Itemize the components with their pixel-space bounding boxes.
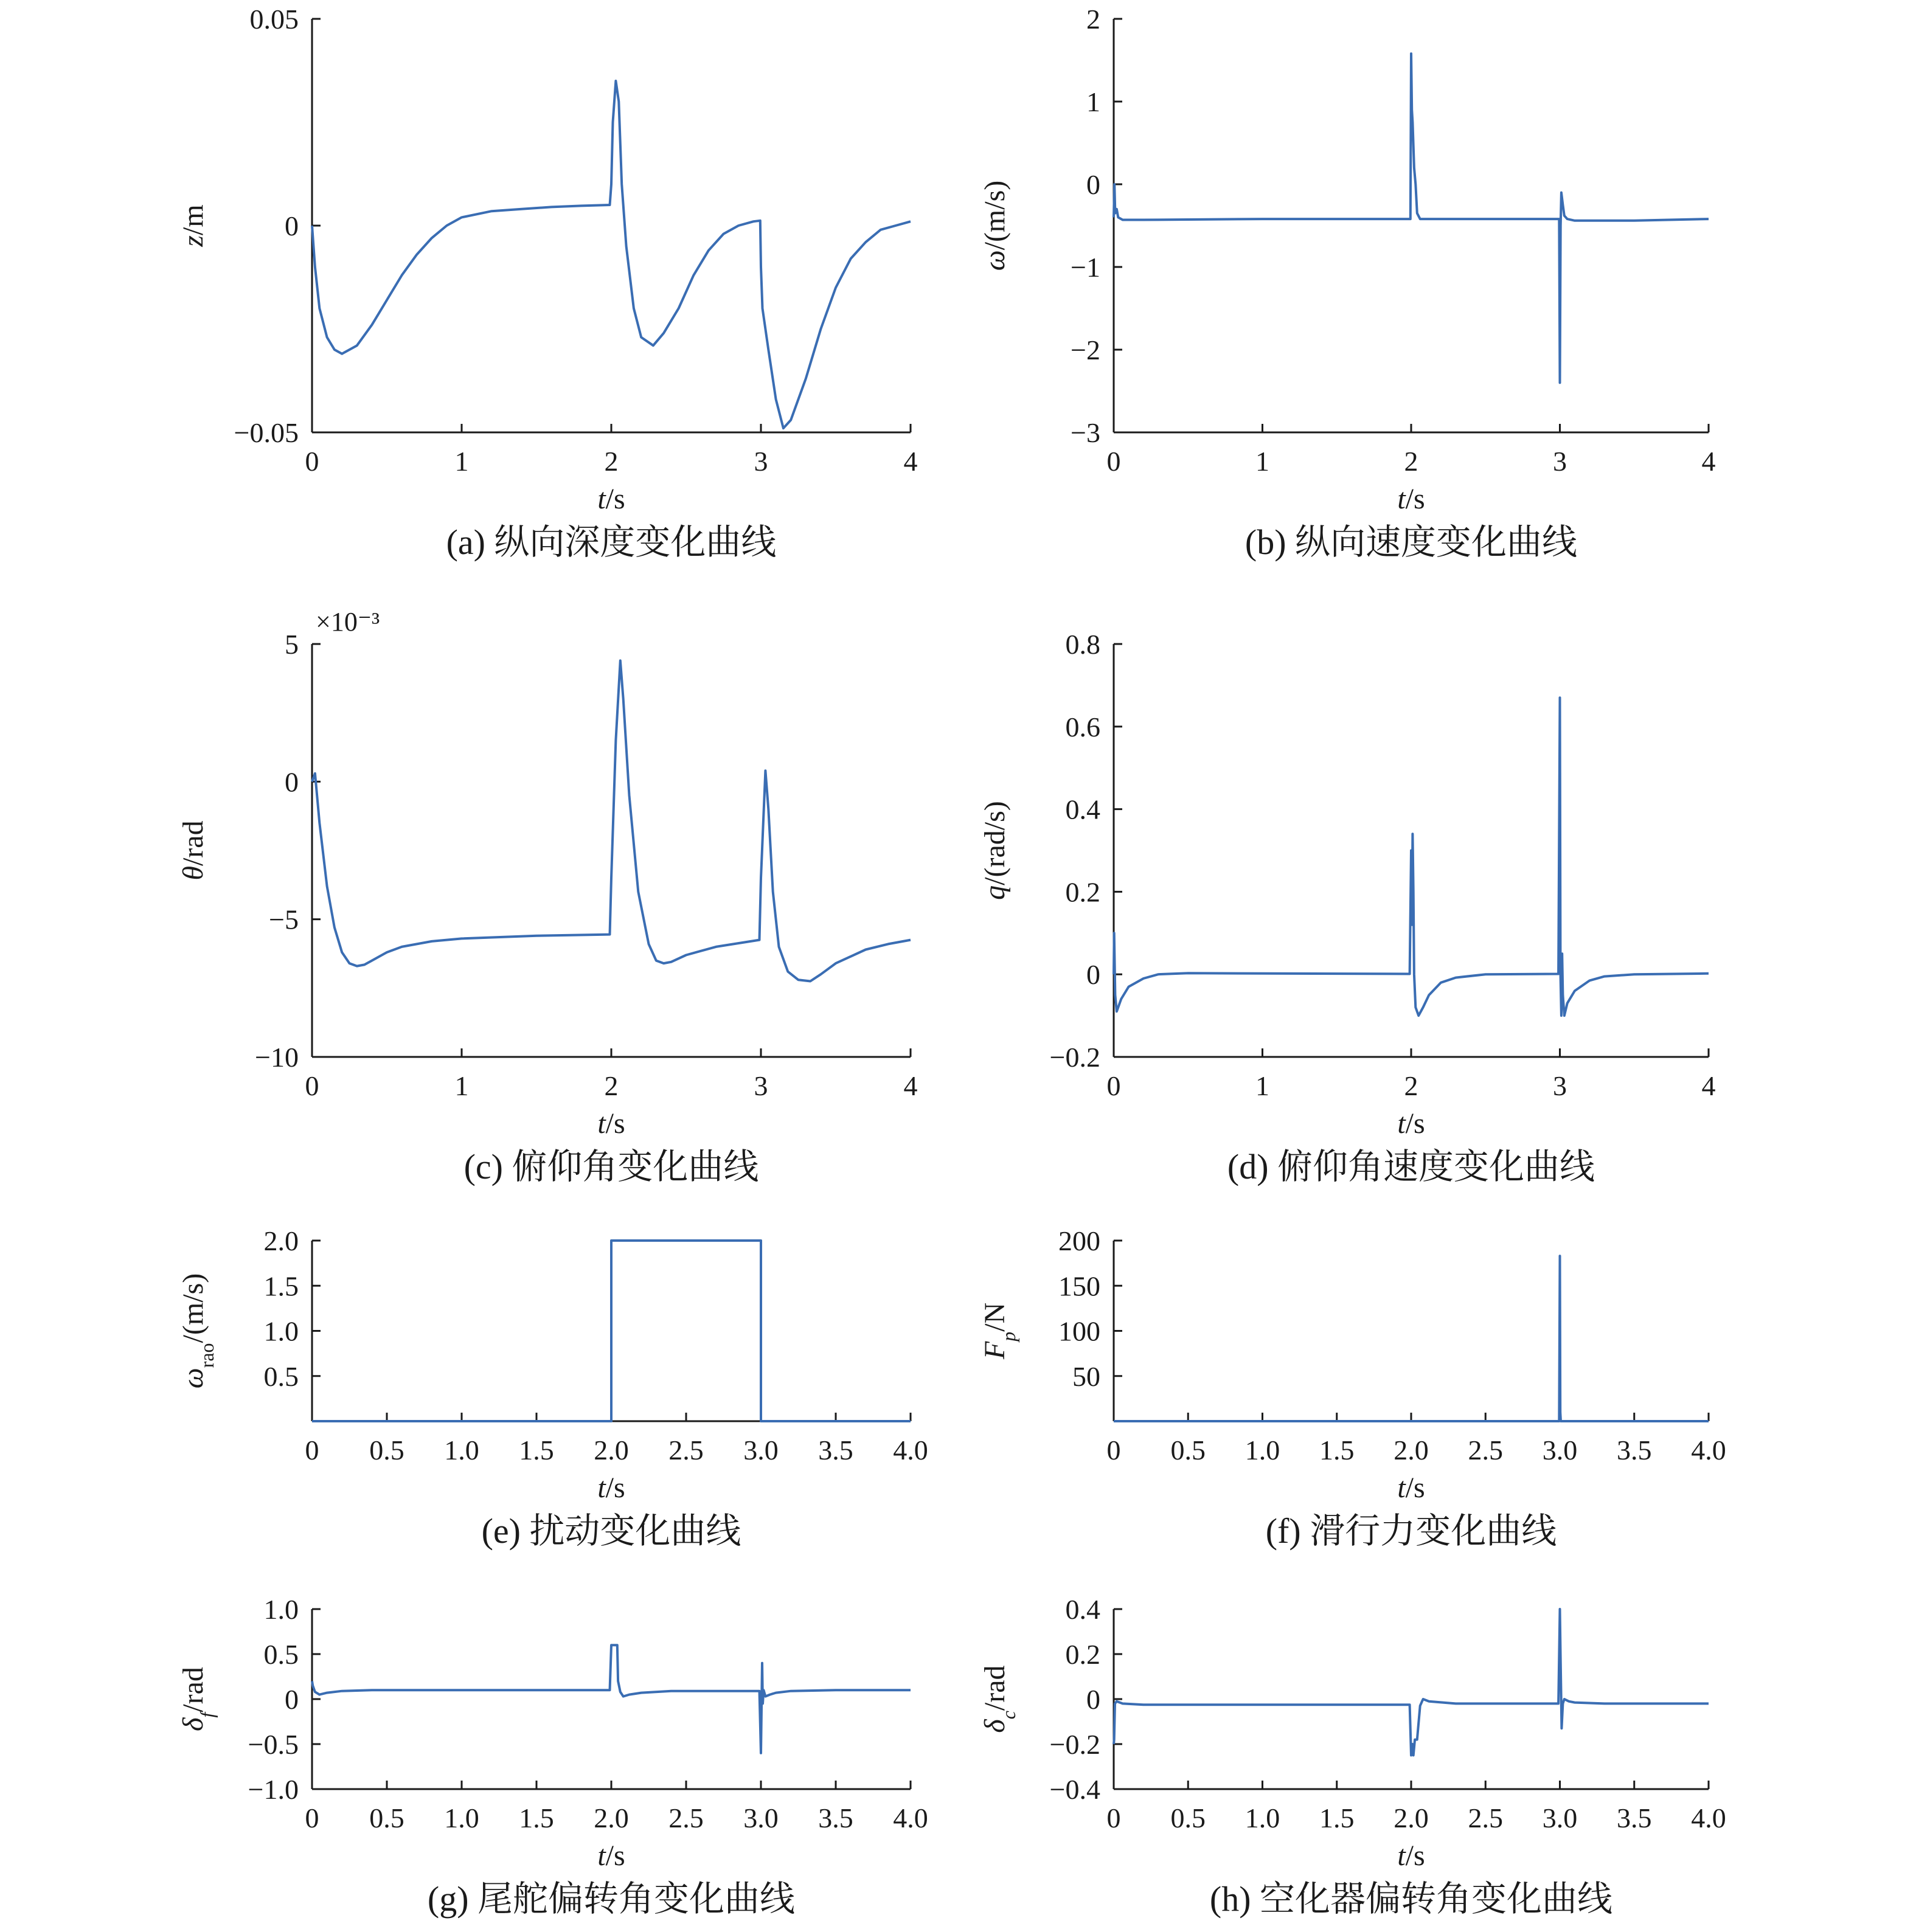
x-tick-label: 3	[1553, 1070, 1567, 1101]
x-tick-label: 4.0	[1691, 1802, 1726, 1833]
y-tick-label: 0.4	[1065, 1594, 1100, 1625]
y-tick-label: 0.5	[263, 1639, 299, 1670]
series-line	[312, 660, 911, 981]
series-line	[1114, 1256, 1709, 1421]
x-axis-label: t/s	[1397, 483, 1425, 515]
y-tick-label: −0.2	[1049, 1729, 1100, 1760]
y-tick-label: 1.0	[263, 1315, 299, 1347]
x-tick-label: 4	[1701, 1070, 1716, 1101]
y-tick-label: −1	[1071, 252, 1100, 283]
x-tick-label: 1.0	[444, 1435, 479, 1466]
y-tick-label: 1.5	[263, 1270, 299, 1302]
x-tick-label: 0.5	[369, 1802, 404, 1833]
x-tick-label: 1.5	[1319, 1802, 1355, 1833]
x-tick-label: 2.0	[594, 1435, 629, 1466]
y-tick-label: 0.8	[1065, 629, 1100, 660]
y-tick-label: 5	[285, 629, 299, 660]
panel-caption: (c) 俯仰角变化曲线	[463, 1147, 759, 1186]
y-tick-label: 0.5	[263, 1360, 299, 1392]
x-tick-label: 0	[1106, 1435, 1121, 1466]
y-tick-label: −0.05	[234, 417, 299, 448]
y-tick-label: 0.2	[1065, 1639, 1100, 1670]
y-axis-label: $\delta_f$/rad	[177, 1667, 218, 1731]
y-axis-label: $\omega_{rao}/(m/s)$	[177, 1273, 218, 1389]
x-tick-label: 3	[754, 446, 768, 477]
x-tick-label: 4	[903, 1070, 918, 1101]
x-tick-label: 1.5	[519, 1802, 554, 1833]
x-axis-label: t/s	[1397, 1107, 1425, 1140]
x-tick-label: 2.0	[594, 1802, 629, 1833]
chart-g	[177, 1594, 928, 1919]
x-tick-label: 3.0	[743, 1802, 779, 1833]
x-tick-label: 2.5	[1468, 1802, 1503, 1833]
y-tick-label: 2.0	[263, 1225, 299, 1256]
x-axis-label: t/s	[597, 1840, 625, 1872]
x-tick-label: 0	[1106, 1802, 1121, 1833]
x-tick-label: 1	[454, 1070, 469, 1101]
x-tick-label: 0	[305, 446, 319, 477]
y-tick-label: 2	[1086, 4, 1100, 35]
x-tick-label: 4	[903, 446, 918, 477]
x-tick-label: 4.0	[893, 1435, 928, 1466]
x-tick-label: 2.5	[668, 1435, 704, 1466]
panel-caption: (e) 扰动变化曲线	[481, 1511, 741, 1551]
y-tick-label: 1.0	[263, 1594, 299, 1625]
x-tick-label: 3.0	[1542, 1435, 1578, 1466]
y-tick-label: −1.0	[248, 1774, 299, 1805]
x-axis-label: t/s	[1397, 1840, 1425, 1872]
x-tick-label: 0	[1106, 1070, 1121, 1101]
x-tick-label: 2	[1404, 1070, 1418, 1101]
chart-a	[177, 4, 918, 562]
x-axis-label: t/s	[597, 483, 625, 515]
x-tick-label: 2.0	[1394, 1435, 1429, 1466]
x-tick-label: 4	[1701, 446, 1716, 477]
y-axis-label: θ/rad	[177, 820, 209, 881]
x-tick-label: 0	[305, 1435, 319, 1466]
x-tick-label: 0	[1106, 446, 1121, 477]
x-tick-label: 2	[604, 446, 619, 477]
y-tick-label: −0.2	[1049, 1042, 1100, 1073]
y-axis-label: ω/(m/s)	[979, 180, 1011, 271]
y-tick-label: 200	[1058, 1225, 1100, 1256]
series-line	[1114, 1609, 1709, 1756]
chart-f	[979, 1225, 1726, 1551]
y-axis-label: $\delta_c$/rad	[979, 1665, 1019, 1733]
x-axis-label: t/s	[597, 1472, 625, 1504]
y-tick-label: 50	[1072, 1360, 1100, 1392]
x-tick-label: 3	[1553, 446, 1567, 477]
y-tick-label: 0	[285, 210, 299, 241]
x-tick-label: 1.5	[519, 1435, 554, 1466]
y-axis-label: $F_p/N$	[979, 1302, 1019, 1360]
y-tick-label: −0.5	[248, 1729, 299, 1760]
y-tick-label: −5	[269, 904, 299, 935]
panel-caption: (g) 尾舵偏转角变化曲线	[427, 1879, 796, 1919]
y-tick-label: 0	[285, 1684, 299, 1715]
x-axis-label: t/s	[597, 1107, 625, 1140]
x-tick-label: 0	[305, 1802, 319, 1833]
x-tick-label: 3.5	[1617, 1435, 1652, 1466]
series-line	[1114, 698, 1709, 1016]
y-tick-label: 100	[1058, 1315, 1100, 1347]
y-tick-label: 150	[1058, 1270, 1100, 1302]
panel-caption: (a) 纵向深度变化曲线	[446, 522, 777, 562]
series-line	[312, 1645, 911, 1753]
y-tick-label: −0.4	[1049, 1774, 1100, 1805]
x-tick-label: 3.5	[818, 1435, 853, 1466]
x-tick-label: 3.0	[743, 1435, 779, 1466]
x-tick-label: 1.0	[1244, 1435, 1280, 1466]
x-tick-label: 1.0	[1244, 1802, 1280, 1833]
x-tick-label: 2.5	[668, 1802, 704, 1833]
y-tick-label: 0	[285, 766, 299, 798]
y-tick-label: 0.6	[1065, 711, 1100, 743]
x-tick-label: 4.0	[1691, 1435, 1726, 1466]
x-tick-label: 3.5	[1617, 1802, 1652, 1833]
y-tick-label: −3	[1071, 417, 1100, 448]
x-tick-label: 0.5	[1170, 1435, 1206, 1466]
series-line	[312, 1241, 911, 1421]
x-tick-label: 1	[1255, 446, 1269, 477]
panel-caption: (d) 俯仰角速度变化曲线	[1227, 1147, 1595, 1186]
x-tick-label: 2	[1404, 446, 1418, 477]
y-tick-label: 0.4	[1065, 794, 1100, 825]
y-tick-label: 1	[1086, 86, 1100, 117]
panel-caption: (f) 滑行力变化曲线	[1265, 1511, 1557, 1551]
x-tick-label: 0.5	[1170, 1802, 1206, 1833]
y-tick-label: −10	[255, 1042, 299, 1073]
y-tick-label: −2	[1071, 334, 1100, 365]
y-tick-label: 0.2	[1065, 876, 1100, 908]
y-tick-label: 0	[1086, 959, 1100, 991]
x-tick-label: 3.0	[1542, 1802, 1578, 1833]
chart-b	[979, 4, 1716, 562]
x-tick-label: 1.0	[444, 1802, 479, 1833]
y-axis-label: z/m	[177, 204, 209, 247]
panel-caption: (h) 空化器偏转角变化曲线	[1209, 1879, 1613, 1919]
x-tick-label: 3.5	[818, 1802, 853, 1833]
chart-e	[177, 1225, 928, 1551]
chart-h	[979, 1594, 1726, 1919]
x-tick-label: 2.5	[1468, 1435, 1503, 1466]
x-axis-label: t/s	[1397, 1472, 1425, 1504]
y-tick-label: 0.05	[249, 4, 299, 35]
x-tick-label: 0	[305, 1070, 319, 1101]
x-tick-label: 0.5	[369, 1435, 404, 1466]
chart-d	[979, 629, 1716, 1186]
series-line	[1114, 54, 1709, 383]
axis-exponent: ×10⁻³	[316, 607, 380, 637]
x-tick-label: 2	[604, 1070, 619, 1101]
x-tick-label: 2.0	[1394, 1802, 1429, 1833]
x-tick-label: 1	[1255, 1070, 1269, 1101]
y-tick-label: 0	[1086, 169, 1100, 200]
panel-caption: (b) 纵向速度变化曲线	[1244, 522, 1578, 562]
y-axis-label: q/(rad/s)	[979, 801, 1011, 900]
x-tick-label: 3	[754, 1070, 768, 1101]
x-tick-label: 4.0	[893, 1802, 928, 1833]
x-tick-label: 1	[454, 446, 469, 477]
y-tick-label: 0	[1086, 1684, 1100, 1715]
series-line	[312, 81, 911, 428]
chart-c	[177, 607, 918, 1186]
x-tick-label: 1.5	[1319, 1435, 1355, 1466]
